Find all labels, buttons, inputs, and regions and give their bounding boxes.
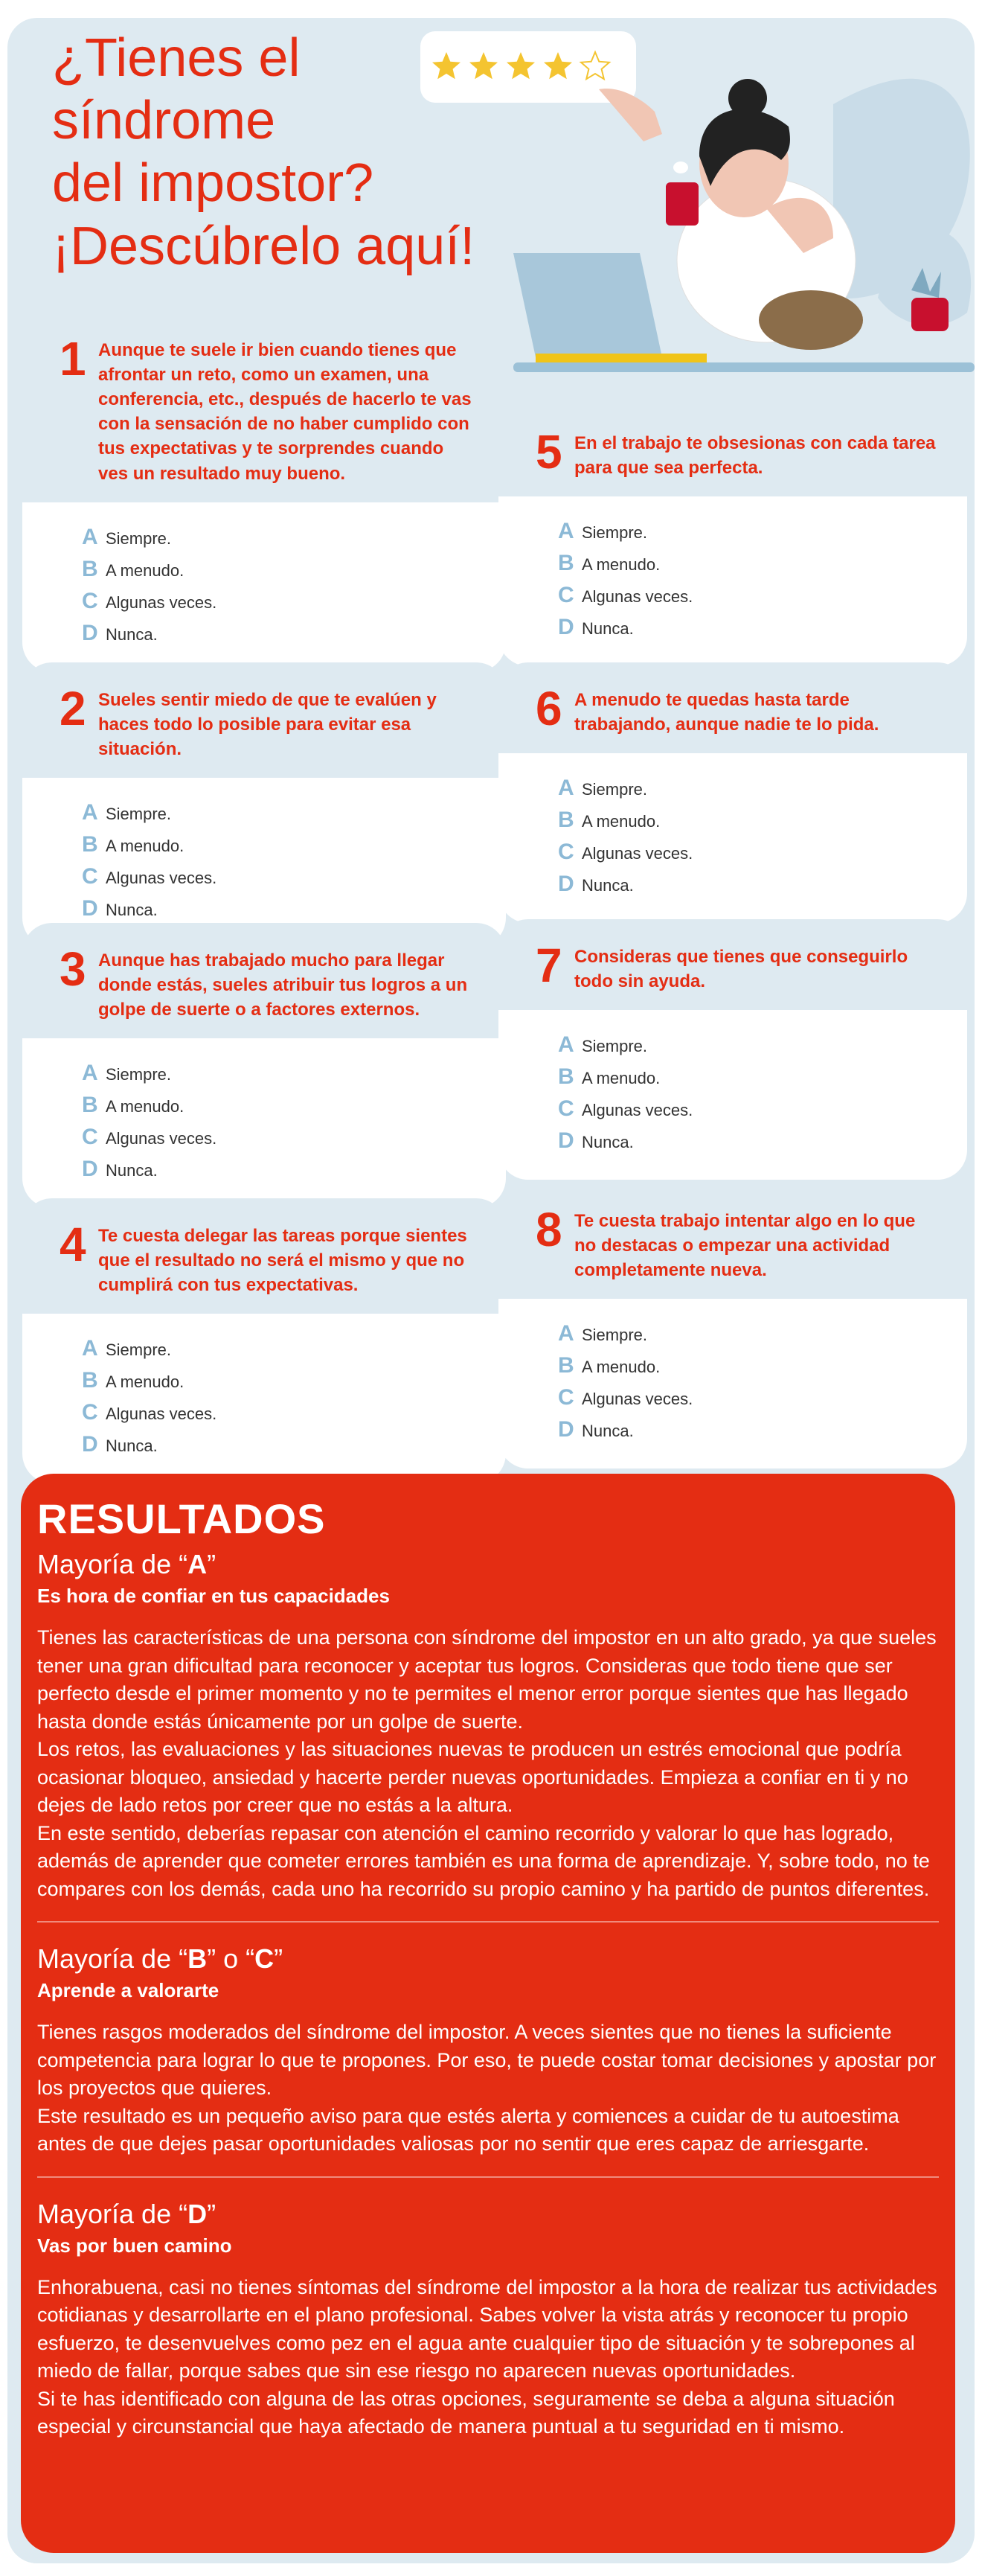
result-paragraph: Enhorabuena, casi no tienes síntomas del síndrome del impostor a la hora de realizar tus actividades cotidianas y desarrollarte en el plano profesional. Sabes volver la vista atrás y reconocer tu propio esfuerzo, te desenvuelves como pez en el agua ante cualquier tipo de situación y te sobrepones al miedo de fallar, porque sabes que sin ese riesgo no aparecen nuevas oportunidades. [37, 2275, 937, 2382]
majority-prefix: Mayoría de “ [37, 1943, 188, 1975]
result-paragraph: Los retos, las evaluaciones y las situaciones nuevas te producen un estrés emocional que podría ocasionar bloqueo, ansiedad y hacerte perder nuevas oportunidades. Empieza a confiar en ti y no dejes de lado retos por creer que no estás a la altura. [37, 1738, 908, 1817]
question-text: Sueles sentir miedo de que te evalúen y haces todo lo posible para evitar esa situación. [98, 690, 437, 760]
majority-suffix: ” [207, 2198, 216, 2229]
option-label: Nunca. [582, 876, 634, 895]
coffee-cup-icon [666, 182, 699, 226]
question-card-1 [22, 313, 506, 672]
question-text: Te cuesta trabajo intentar algo en lo que no destacas o empezar una actividad completamente nueva. [574, 1211, 916, 1281]
option-letter: A [558, 1321, 574, 1346]
person-skirt [759, 290, 863, 350]
option-letter: B [558, 808, 574, 833]
option-d[interactable] [558, 615, 967, 647]
option-letter: D [558, 872, 574, 897]
question-number: 2 [60, 682, 86, 735]
option-label: Nunca. [106, 901, 158, 920]
result-block-d [37, 2199, 939, 2441]
option-c[interactable] [558, 1385, 967, 1417]
option-b[interactable] [558, 1064, 967, 1096]
option-b[interactable] [82, 557, 506, 589]
result-subtitle: Vas por buen camino [37, 2234, 232, 2257]
title-line-4: ¡Descúbrelo aquí! [52, 216, 475, 276]
option-label: Siempre. [582, 780, 648, 799]
option-d[interactable] [82, 621, 506, 653]
question-header [498, 1183, 967, 1299]
option-label: Siempre. [582, 523, 648, 543]
option-letter: B [558, 1064, 574, 1090]
question-text: Aunque te suele ir bien cuando tienes que afrontar un reto, como un examen, una conferencia, etc., después de hacerlo te vas con la sensación de no haber cumplido con tus expectativas y te sorprendes cuando ves un resultado muy bueno. [98, 340, 472, 484]
question-number: 4 [60, 1218, 86, 1271]
option-a[interactable] [558, 776, 967, 808]
option-letter: B [82, 1368, 98, 1393]
option-letter: A [82, 800, 98, 825]
option-a[interactable] [558, 1032, 967, 1064]
results-title: RESULTADOS [37, 1495, 326, 1542]
option-letter: D [82, 896, 98, 921]
option-letter: D [558, 1128, 574, 1154]
desk [513, 362, 975, 372]
option-label: Algunas veces. [582, 1101, 693, 1120]
question-header [498, 919, 967, 1010]
option-b[interactable] [82, 1093, 506, 1125]
result-block-bc [37, 1943, 939, 2158]
majority-suffix: ” [274, 1943, 283, 1975]
result-majority [37, 1943, 939, 1975]
question-header [22, 662, 506, 778]
plant-pot-icon [911, 298, 949, 331]
result-text [37, 2019, 939, 2158]
title-line-1: ¿Tienes el [52, 28, 301, 88]
results-divider [37, 1921, 939, 1923]
result-paragraph: Tienes las características de una persona con síndrome del impostor en un alto grado, ya que sueles tener una gran dificultad para reconocer y aceptar tus logros. Consideras que todo tiene que ser perfecto desde el primer momento y no te permites el menor error porque sientes que has llegado hasta donde estás únicamente por un golpe de suerte. [37, 1626, 937, 1733]
option-label: A menudo. [582, 812, 661, 831]
question-card-4 [22, 1198, 506, 1483]
option-letter: B [82, 1093, 98, 1118]
option-d[interactable] [82, 1157, 506, 1189]
option-label: Siempre. [106, 1065, 172, 1084]
question-text: Te cuesta delegar las tareas porque sientes que el resultado no será el mismo y que no cumplirá con tus expectativas. [98, 1226, 467, 1296]
steam-icon [673, 162, 688, 173]
option-label: Nunca. [106, 1161, 158, 1180]
question-header [22, 1198, 506, 1314]
option-a[interactable] [558, 1321, 967, 1353]
question-options [22, 1314, 506, 1483]
majority-suffix: ” [207, 1549, 216, 1579]
option-b[interactable] [82, 832, 506, 864]
question-card-6 [498, 662, 967, 923]
question-options [498, 753, 967, 923]
option-letter: B [82, 556, 98, 581]
option-letter: A [82, 1061, 98, 1086]
results-panel [21, 1474, 955, 2553]
majority-prefix: Mayoría de “ [37, 2198, 188, 2229]
question-number: 8 [536, 1203, 562, 1256]
option-letter: C [558, 1096, 574, 1122]
option-label: Nunca. [582, 1422, 634, 1441]
option-label: Nunca. [582, 619, 634, 639]
result-paragraph: Tienes rasgos moderados del síndrome del impostor. A veces sientes que no tienes la suficiente competencia para lograr lo que te propones. Por eso, te puede costar tomar decisiones y apostar por los proyectos que quieres. [37, 2021, 937, 2100]
option-c[interactable] [558, 583, 967, 615]
option-label: Siempre. [582, 1326, 648, 1345]
option-c[interactable] [82, 1400, 506, 1432]
option-letter: A [558, 519, 574, 544]
question-card-8 [498, 1183, 967, 1468]
question-header [22, 923, 506, 1038]
option-letter: D [558, 1417, 574, 1442]
result-majority [37, 2199, 939, 2230]
option-c[interactable] [558, 1096, 967, 1128]
option-d[interactable] [82, 1432, 506, 1464]
result-block-a [37, 1549, 939, 1903]
option-label: Algunas veces. [582, 1390, 693, 1409]
majority-letter: B [187, 1943, 208, 1975]
option-letter: D [82, 620, 98, 645]
result-subtitle: Aprende a valorarte [37, 1979, 219, 2002]
option-label: Algunas veces. [106, 869, 217, 888]
option-letter: A [82, 1336, 98, 1361]
option-letter: D [82, 1432, 98, 1457]
option-label: Algunas veces. [106, 1129, 217, 1148]
option-label: Algunas veces. [106, 1404, 217, 1424]
majority-letter: A [187, 1549, 208, 1579]
option-label: A menudo. [106, 1372, 184, 1392]
option-label: A menudo. [582, 1358, 661, 1377]
result-text [37, 2274, 939, 2441]
question-card-3 [22, 923, 506, 1208]
option-b[interactable] [558, 1353, 967, 1385]
question-number: 3 [60, 942, 86, 996]
option-letter: C [82, 1125, 98, 1150]
option-letter: C [558, 1385, 574, 1410]
question-card-2 [22, 662, 506, 947]
option-label: Nunca. [582, 1133, 634, 1152]
pointing-hand-icon [599, 89, 662, 141]
option-a[interactable] [82, 1061, 506, 1093]
question-number: 1 [60, 332, 86, 386]
question-text: A menudo te quedas hasta tarde trabajando, aunque nadie te lo pida. [574, 690, 879, 735]
option-label: A menudo. [106, 560, 184, 580]
option-c[interactable] [82, 864, 506, 896]
question-number: 7 [536, 939, 562, 992]
option-a[interactable] [558, 519, 967, 551]
option-letter: A [558, 776, 574, 801]
option-d[interactable] [558, 1128, 967, 1160]
option-label: A menudo. [582, 1069, 661, 1088]
option-b[interactable] [558, 551, 967, 583]
option-letter: D [82, 1157, 98, 1182]
option-label: Algunas veces. [106, 592, 217, 612]
title-line-3: del impostor? [52, 153, 374, 214]
option-letter: B [82, 832, 98, 857]
option-letter: C [82, 588, 98, 613]
result-subtitle: Es hora de confiar en tus capacidades [37, 1585, 390, 1607]
option-label: Siempre. [582, 1037, 648, 1056]
question-text: Consideras que tienes que conseguirlo todo sin ayuda. [574, 947, 908, 992]
question-options [498, 1299, 967, 1468]
option-label: A menudo. [106, 837, 184, 856]
option-c[interactable] [558, 840, 967, 872]
option-b[interactable] [82, 1368, 506, 1400]
question-options [498, 496, 967, 666]
question-options [22, 1038, 506, 1208]
option-c[interactable] [82, 1125, 506, 1157]
option-d[interactable] [558, 1417, 967, 1449]
option-letter: D [558, 615, 574, 640]
option-a[interactable] [82, 800, 506, 832]
majority-separator: ” o “ [207, 1943, 255, 1975]
question-header [498, 662, 967, 753]
option-letter: C [558, 583, 574, 608]
question-options [498, 1010, 967, 1180]
laptop-base [536, 354, 707, 362]
question-text: En el trabajo te obsesionas con cada tarea para que sea perfecta. [574, 433, 936, 479]
result-paragraph: En este sentido, deberías repasar con atención el camino recorrido y valorar lo que has logrado, además de aprender que cometer errores también es una forma de aprendizaje. Y, sobre todo, no te compares con los demás, cada uno ha recorrido su propio camino y ha partido de puntos diferentes. [37, 1821, 930, 1900]
option-label: A menudo. [582, 555, 661, 575]
option-label: Algunas veces. [582, 587, 693, 607]
option-letter: A [558, 1032, 574, 1058]
majority-letter: D [187, 2198, 208, 2229]
question-number: 5 [536, 425, 562, 479]
option-letter: C [558, 840, 574, 865]
option-label: A menudo. [106, 1097, 184, 1116]
results-divider [37, 2176, 939, 2178]
question-header [22, 313, 506, 502]
option-letter: B [558, 1353, 574, 1378]
result-majority [37, 1549, 939, 1580]
option-label: Siempre. [106, 1340, 172, 1360]
question-card-5 [498, 406, 967, 666]
option-label: Nunca. [106, 1436, 158, 1456]
option-label: Siempre. [106, 528, 172, 548]
option-letter: B [558, 551, 574, 576]
result-paragraph: Si te has identificado con alguna de las otras opciones, seguramente se deba a alguna situación especial y circunstancial que haya afectado de manera puntual a tu seguridad en ti mismo. [37, 2387, 895, 2438]
option-label: Nunca. [106, 624, 158, 644]
option-b[interactable] [558, 808, 967, 840]
question-header [498, 406, 967, 496]
option-label: Siempre. [106, 805, 172, 824]
question-card-7 [498, 919, 967, 1180]
question-text: Aunque has trabajado mucho para llegar donde estás, sueles atribuir tus logros a un golpe de suerte o a factores externos. [98, 950, 468, 1020]
option-d[interactable] [558, 872, 967, 904]
laptop-icon [513, 253, 662, 357]
option-letter: A [82, 524, 98, 549]
question-number: 6 [536, 682, 562, 735]
option-letter: C [82, 864, 98, 889]
majority-letter: C [254, 1943, 275, 1975]
title-line-2: síndrome [52, 91, 276, 151]
option-letter: C [82, 1400, 98, 1425]
option-label: Algunas veces. [582, 844, 693, 863]
result-paragraph: Este resultado es un pequeño aviso para que estés alerta y comiences a cuidar de tu autoestima antes de que dejes pasar oportunidades valiosas por no sentir que eres capaz de arriesgarte. [37, 2104, 899, 2155]
question-options [22, 502, 506, 672]
majority-prefix: Mayoría de “ [37, 1549, 188, 1579]
option-a[interactable] [82, 525, 506, 557]
option-a[interactable] [82, 1336, 506, 1368]
result-text [37, 1624, 939, 1903]
option-c[interactable] [82, 589, 506, 621]
